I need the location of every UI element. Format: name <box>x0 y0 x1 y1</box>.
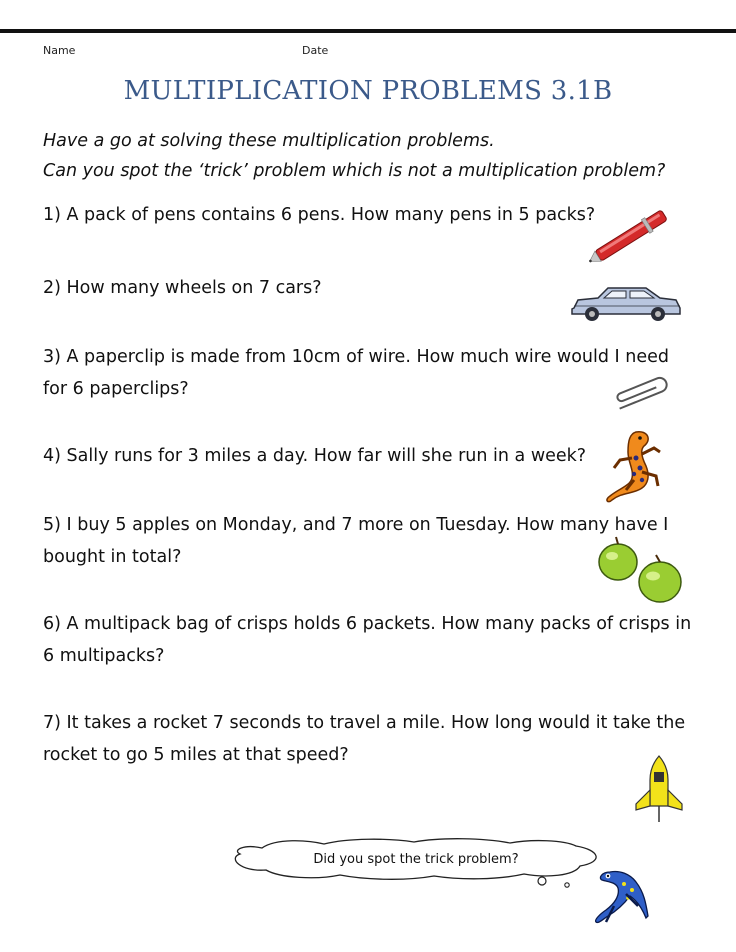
pen-icon <box>582 204 682 266</box>
problem-3: 3) A paperclip is made from 10cm of wire. How much wire would I need for 6 paperclips? <box>43 347 670 399</box>
thought-bubble-text: Did you spot the trick problem? <box>313 851 519 867</box>
top-rule <box>0 29 736 33</box>
problem-5: 5) I buy 5 apples on Monday, and 7 more on Tuesday. How many have I bought in total? <box>43 515 669 567</box>
lizard-icon <box>598 428 678 506</box>
thought-dots <box>536 874 576 890</box>
car-icon <box>568 284 684 324</box>
problem-7: 7) It takes a rocket 7 seconds to travel a mile. How long would it take the rocket to go 5 miles at that speed? <box>43 713 686 765</box>
paperclip-icon <box>606 376 674 414</box>
date-label: Date <box>302 44 329 57</box>
problem-6: 6) A multipack bag of crisps holds 6 packets. How many packs of crisps in 6 multipacks? <box>43 614 692 666</box>
problem-2: 2) How many wheels on 7 cars? <box>43 278 322 298</box>
name-label: Name <box>43 44 76 57</box>
salamander-icon <box>590 864 650 928</box>
instruction-line-2: Can you spot the ‘trick’ problem which is not a multiplication problem? <box>43 161 666 181</box>
apples-icon <box>594 534 686 608</box>
problem-1: 1) A pack of pens contains 6 pens. How many pens in 5 packs? <box>43 205 596 225</box>
page-title: MULTIPLICATION PROBLEMS 3.1B <box>123 76 613 106</box>
rocket-icon <box>630 754 688 824</box>
instruction-line-1: Have a go at solving these multiplication problems. <box>43 131 495 151</box>
problem-4: 4) Sally runs for 3 miles a day. How far will she run in a week? <box>43 446 587 466</box>
